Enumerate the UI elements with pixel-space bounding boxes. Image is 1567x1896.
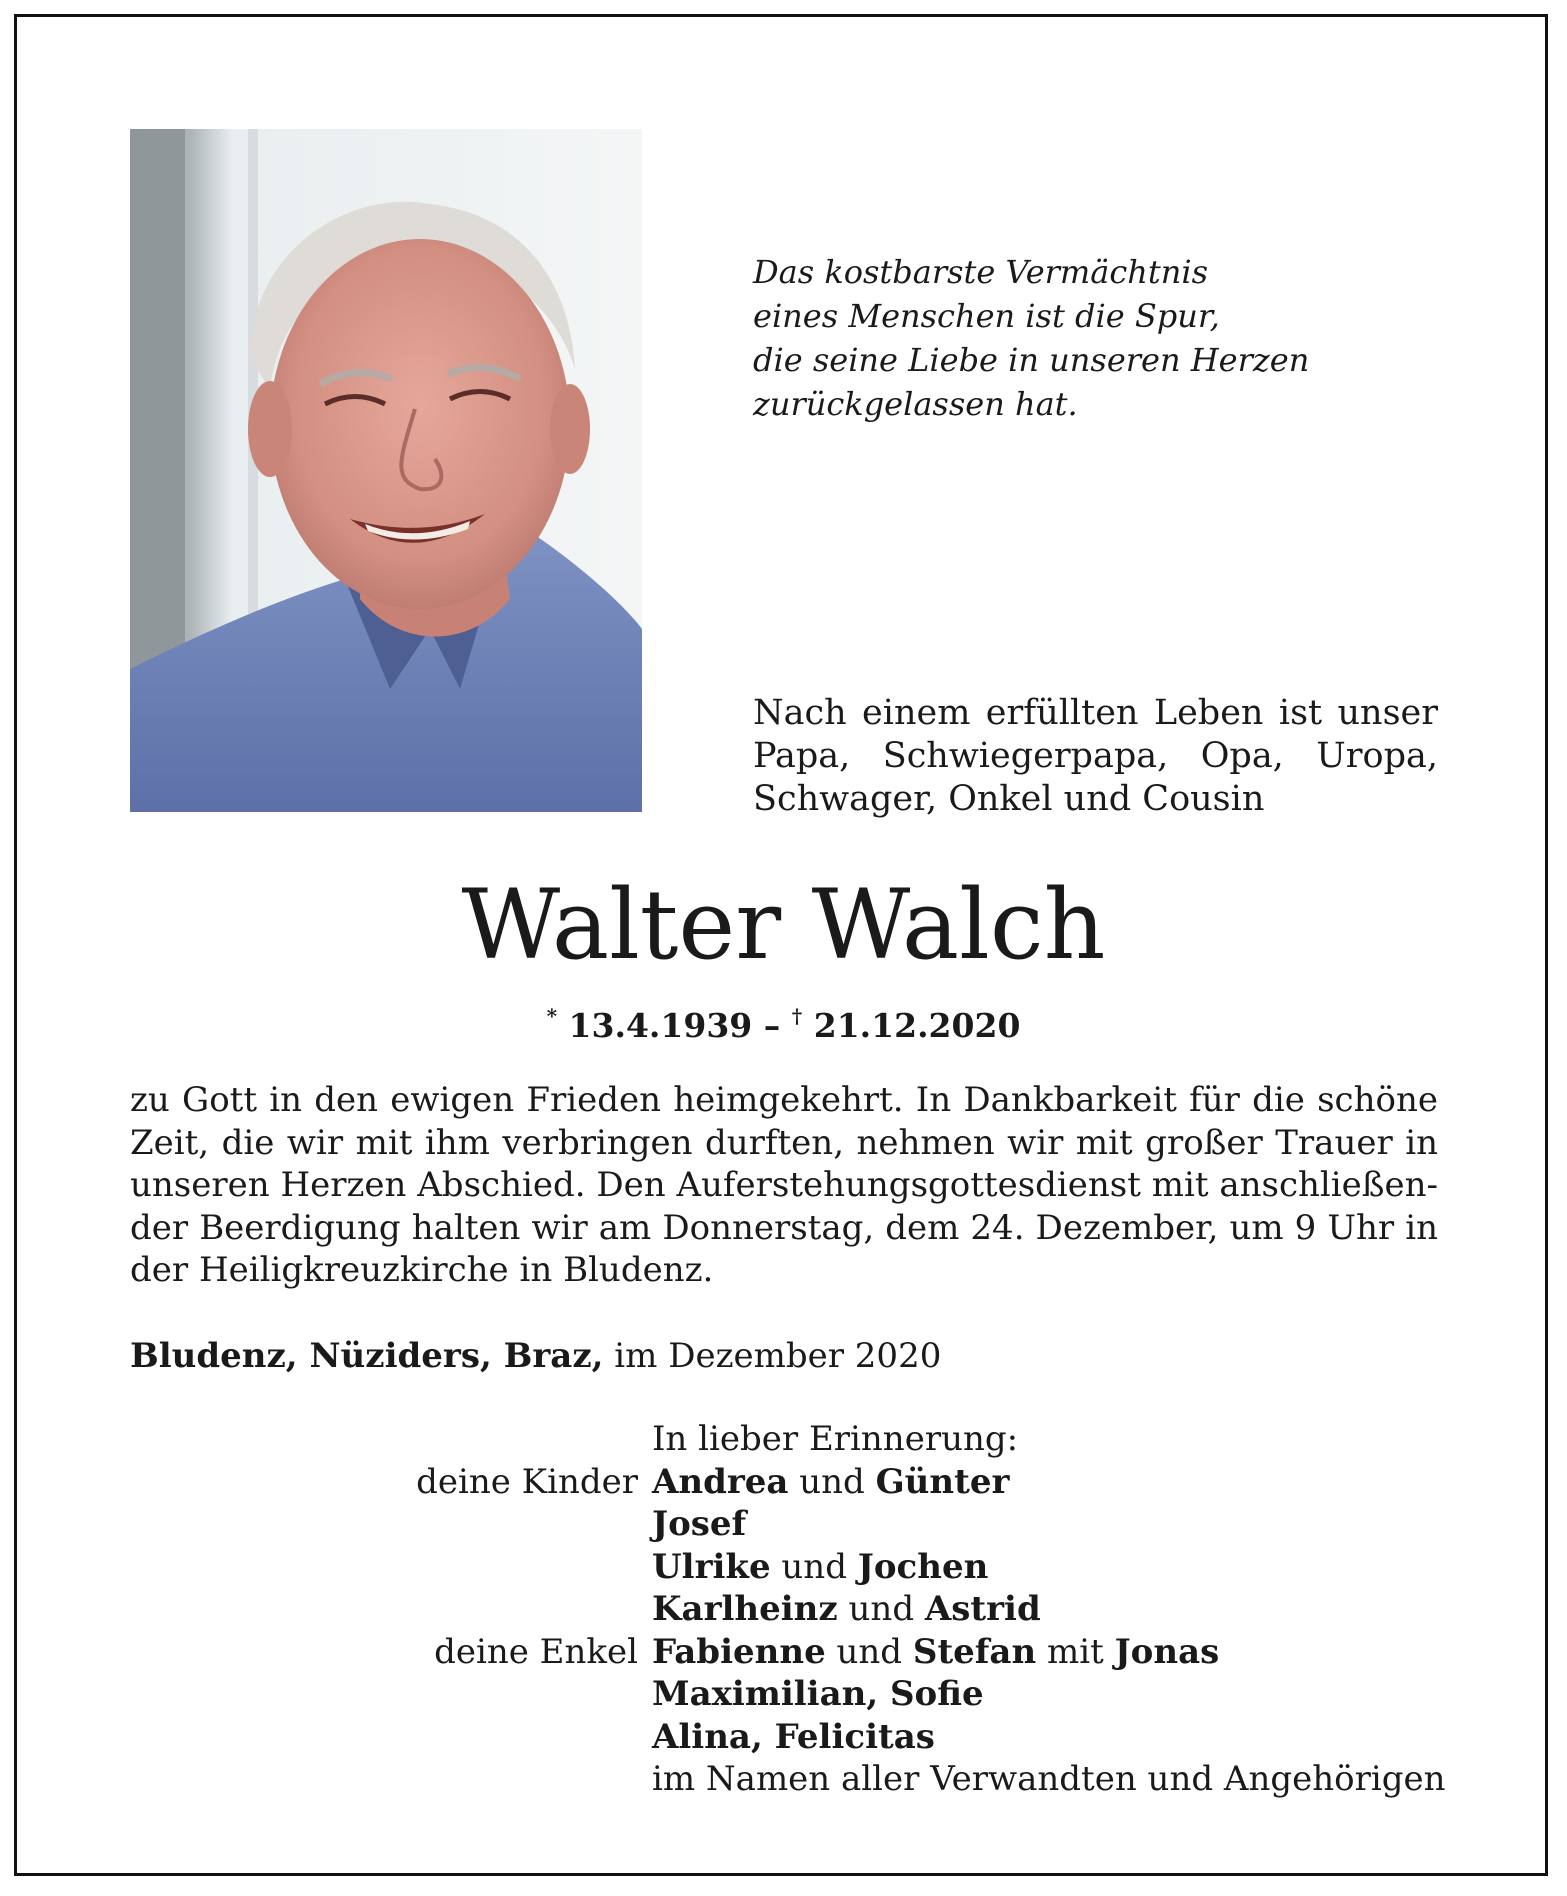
signature-row <box>0 1546 1567 1589</box>
place-date-line <box>130 1334 941 1378</box>
life-dates <box>0 994 1567 1048</box>
family-names: Fabienne und Stefan mit Jonas <box>652 1631 1220 1672</box>
family-names: Andrea und Günter <box>652 1461 1010 1502</box>
portrait-photo <box>130 129 642 812</box>
intro-line: Schwager, Onkel und Cousin <box>753 779 1265 819</box>
text-line: der Beerdigung halten wir am Donnerstag, dem 24. Dezember, um 9 Uhr in <box>130 1207 1438 1248</box>
signature-row <box>0 1716 1567 1759</box>
death-date: 21.12.2020 <box>813 1006 1021 1045</box>
signature-block <box>0 1418 1567 1801</box>
death-mark: † <box>791 1004 803 1028</box>
month-year: im Dezember 2020 <box>614 1336 942 1376</box>
quote-line: die seine Liebe in unseren Herzen <box>753 341 1310 379</box>
text-line: der Heiligkreuzkirche in Bludenz. <box>130 1250 714 1290</box>
memorial-quote <box>753 250 1373 426</box>
family-names: Maximilian, Sofie <box>652 1674 984 1714</box>
date-separator: – <box>763 1006 781 1045</box>
signature-row <box>0 1631 1567 1674</box>
signature-row <box>0 1503 1567 1546</box>
locations: Bludenz, Nüziders, Braz, <box>130 1336 604 1376</box>
family-names: Josef <box>652 1504 747 1544</box>
deceased-name: Walter Walch <box>461 869 1106 981</box>
text-line: Zeit, die wir mit ihm verbringen durften, nehmen wir mit großer Trauer in <box>130 1122 1438 1163</box>
signature-row <box>0 1673 1567 1716</box>
intro-text <box>753 692 1438 821</box>
birth-date: 13.4.1939 <box>568 1006 753 1045</box>
text-line: zu Gott in den ewigen Frieden heimgekehrt. In Dankbarkeit für die schöne <box>130 1080 1438 1120</box>
signature-row <box>0 1588 1567 1631</box>
text-line: unseren Herzen Abschied. Den Auferstehungsgottesdienst mit anschließen- <box>130 1165 1438 1205</box>
signature-row <box>0 1758 1567 1801</box>
intro-line: Nach einem erfüllten Leben ist unser <box>753 693 1438 733</box>
quote-line: zurückgelassen hat. <box>753 385 1078 423</box>
family-names: Karlheinz und Astrid <box>652 1589 1041 1629</box>
intro-line: Papa, Schwiegerpapa, Opa, Uropa, <box>753 736 1438 776</box>
family-names: Ulrike und Jochen <box>652 1546 989 1587</box>
grandchildren-label: deine Enkel <box>434 1631 638 1672</box>
family-names: Alina, Felicitas <box>652 1716 935 1757</box>
quote-line: eines Menschen ist die Spur, <box>753 297 1220 335</box>
birth-mark: * <box>546 1004 558 1028</box>
signature-heading: In lieber Erinnerung: <box>652 1419 1019 1459</box>
signature-closing: im Namen aller Verwandten und Angehörigen <box>652 1759 1446 1799</box>
signature-heading-row <box>0 1418 1567 1461</box>
announcement-text <box>130 1079 1438 1292</box>
children-label: deine Kinder <box>416 1461 638 1502</box>
quote-line: Das kostbarste Vermächtnis <box>753 253 1208 291</box>
signature-row <box>0 1461 1567 1504</box>
